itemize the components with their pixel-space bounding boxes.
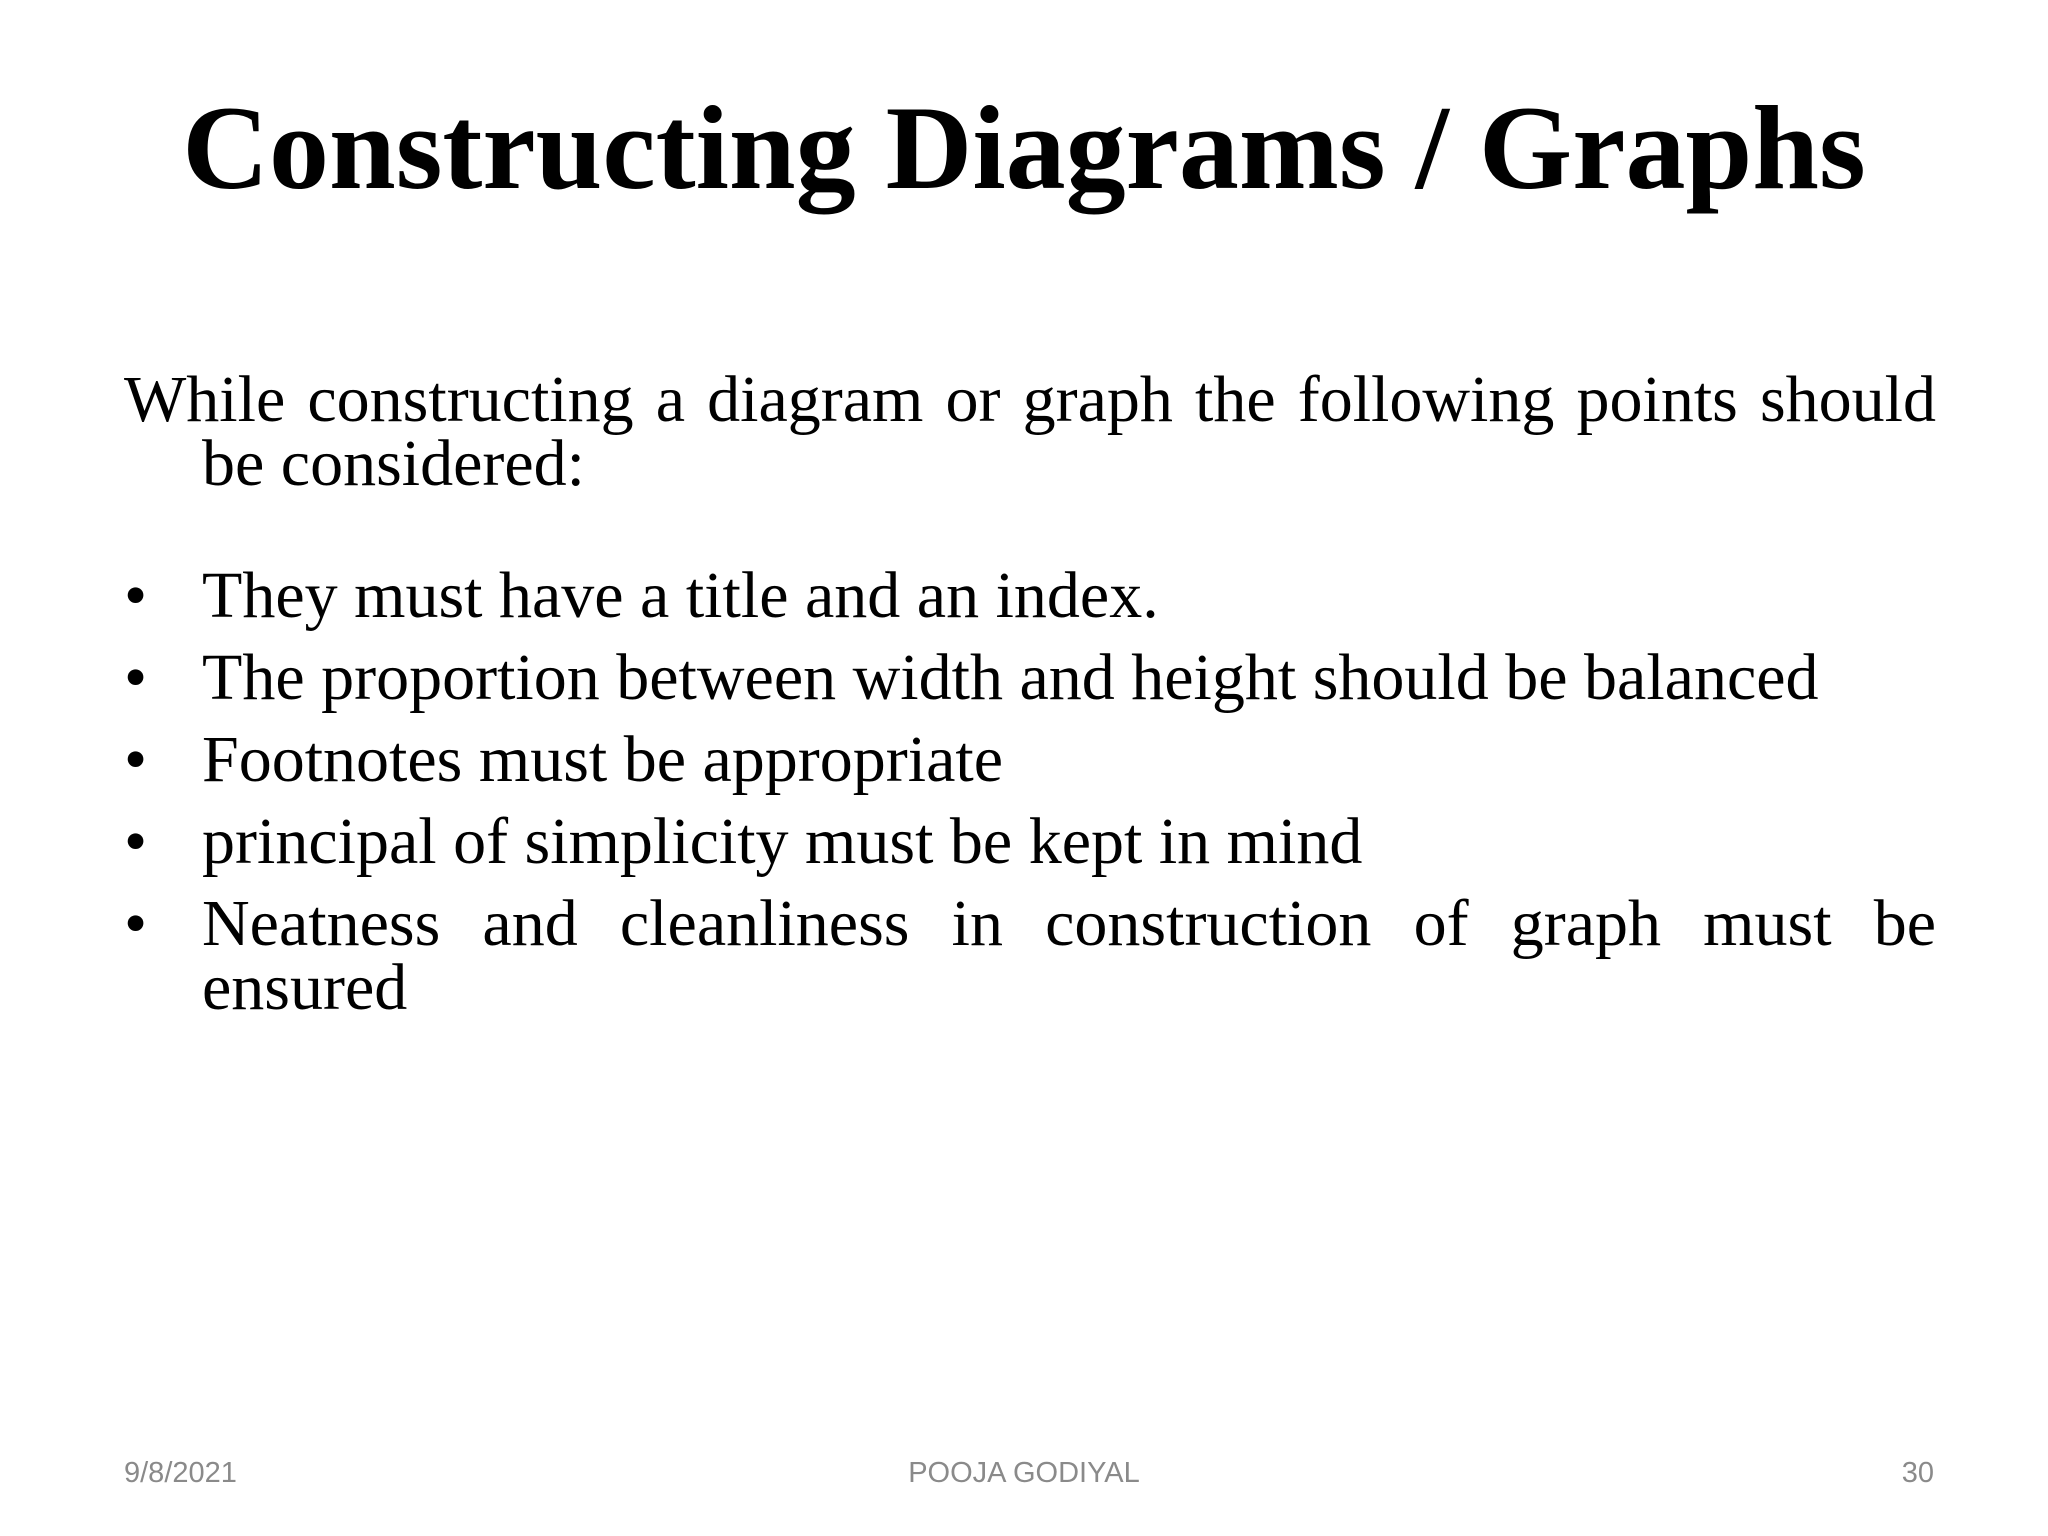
bullet-item xyxy=(124,559,1936,632)
footer-date: 9/8/2021 xyxy=(124,1457,237,1489)
bullet-icon: • xyxy=(124,559,148,632)
bullet-icon: • xyxy=(124,805,148,878)
footer-author: POOJA GODIYAL xyxy=(908,1457,1140,1489)
bullet-item xyxy=(124,887,1936,1024)
bullet-text: principal of simplicity must be kept in mind xyxy=(202,805,1363,878)
footer-page-number: 30 xyxy=(1901,1457,1934,1489)
bullet-text: Neatness and cleanliness in construction of graph must be ensured xyxy=(202,887,1936,1024)
intro-paragraph: While constructing a diagram or graph the following points should be considered: xyxy=(124,363,1936,500)
slide-title: Constructing Diagrams / Graphs xyxy=(182,81,1866,214)
bullet-item xyxy=(124,805,1936,878)
bullet-text: Footnotes must be appropriate xyxy=(202,723,1004,796)
bullet-text: They must have a title and an index. xyxy=(202,559,1159,632)
bullet-text: The proportion between width and height should be balanced xyxy=(202,641,1819,714)
bullet-item xyxy=(124,723,1936,796)
bullet-icon: • xyxy=(124,887,148,960)
bullet-list xyxy=(124,559,1936,1024)
bullet-item xyxy=(124,641,1936,714)
bullet-icon: • xyxy=(124,641,148,714)
slide-content xyxy=(124,363,1936,1038)
bullet-icon: • xyxy=(124,723,148,796)
